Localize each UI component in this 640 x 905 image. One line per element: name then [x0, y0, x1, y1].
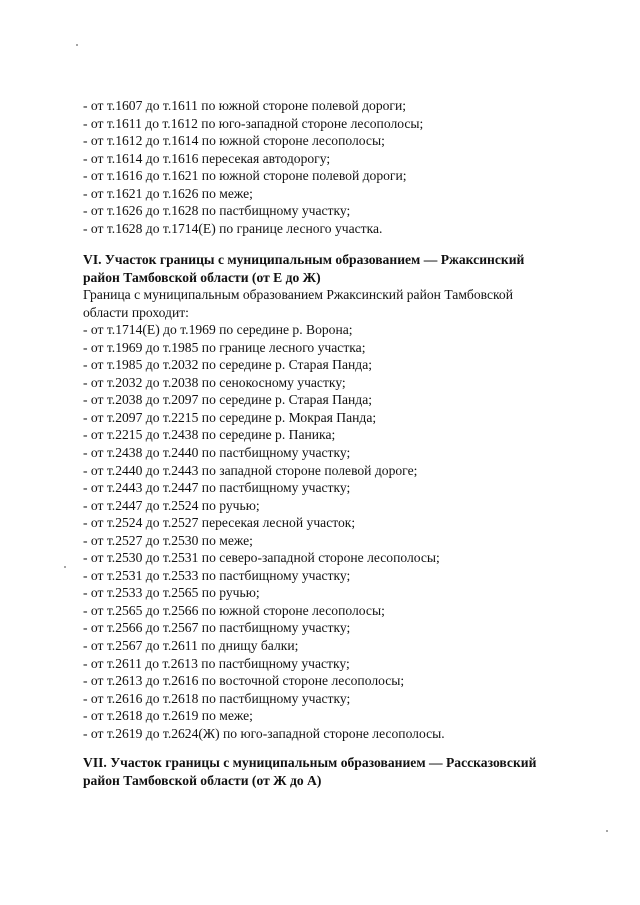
list-item: - от т.2527 до т.2530 по меже; [83, 532, 253, 548]
list-item: - от т.2447 до т.2524 по ручью; [83, 497, 260, 513]
list-item: - от т.1714(Е) до т.1969 по середине р. Ворона; [83, 322, 353, 338]
list-item: - от т.2567 до т.2611 по днищу балки; [83, 638, 299, 654]
list-item: - от т.2616 до т.2618 по пастбищному участку; [83, 690, 351, 706]
scan-speck [76, 44, 78, 46]
section-vii-heading-line2: район Тамбовской области (от Ж до А) [83, 772, 322, 788]
list-item: - от т.2440 до т.2443 по западной стороне полевой дороге; [83, 462, 418, 478]
scan-speck [64, 566, 66, 568]
list-item: - от т.1614 до т.1616 пересекая автодорогу; [83, 150, 331, 166]
section-vii [83, 754, 613, 789]
list-item: - от т.2565 до т.2566 по южной стороне лесополосы; [83, 602, 385, 618]
list-item: - от т.1611 до т.1612 по юго-западной стороне лесополосы; [83, 115, 424, 131]
section-vii-heading-line1: VII. Участок границы с муниципальным образованием — Рассказовский [83, 755, 537, 770]
list-item: - от т.1607 до т.1611 по южной стороне полевой дороги; [83, 98, 407, 113]
list-item: - от т.2566 до т.2567 по пастбищному участку; [83, 620, 351, 636]
list-item: - от т.2530 до т.2531 по северо-западной стороне лесополосы; [83, 550, 440, 566]
list-item: - от т.1621 до т.1626 по меже; [83, 185, 253, 201]
list-item: - от т.1626 до т.1628 по пастбищному участку; [83, 203, 351, 219]
list-item: - от т.2438 до т.2440 по пастбищному участку; [83, 445, 351, 461]
list-item: - от т.2097 до т.2215 по середине р. Мокрая Панда; [83, 409, 377, 425]
list-item: - от т.2611 до т.2613 по пастбищному участку; [83, 655, 350, 671]
list-item: - от т.2533 до т.2565 по ручью; [83, 585, 260, 601]
section-vi-intro-line1: Граница с муниципальным образованием Ржаксинский район Тамбовской [83, 287, 513, 303]
list-item: - от т.2613 до т.2616 по восточной стороне лесополосы; [83, 673, 405, 689]
list-item: - от т.1628 до т.1714(Е) по границе лесного участка. [83, 220, 383, 236]
list-item: - от т.2524 до т.2527 пересекая лесной участок; [83, 515, 356, 531]
section-vi [83, 251, 613, 742]
list-item: - от т.2032 до т.2038 по сенокосному участку; [83, 374, 346, 390]
list-item: - от т.1616 до т.1621 по южной стороне полевой дороги; [83, 168, 407, 184]
section-vi-heading-line1: VI. Участок границы с муниципальным образованием — Ржаксинский [83, 252, 525, 267]
list-item: - от т.2531 до т.2533 по пастбищному участку; [83, 567, 351, 583]
list-item: - от т.2618 до т.2619 по меже; [83, 708, 253, 724]
list-item: - от т.1985 до т.2032 по середине р. Старая Панда; [83, 357, 373, 373]
list-item: - от т.2619 до т.2624(Ж) по юго-западной стороне лесополосы. [83, 725, 445, 741]
list-item: - от т.2038 до т.2097 по середине р. Старая Панда; [83, 392, 373, 408]
section-vi-heading-line2: район Тамбовской области (от Е до Ж) [83, 269, 321, 285]
scan-speck [606, 830, 608, 832]
section-vi-intro-line2: области проходит: [83, 304, 189, 320]
list-item: - от т.2443 до т.2447 по пастбищному участку; [83, 480, 351, 496]
list-item: - от т.2215 до т.2438 по середине р. Паника; [83, 427, 336, 443]
list-item: - от т.1969 до т.1985 по границе лесного участка; [83, 339, 366, 355]
section-prev-list [83, 97, 613, 237]
list-item: - от т.1612 до т.1614 по южной стороне лесополосы; [83, 133, 385, 149]
